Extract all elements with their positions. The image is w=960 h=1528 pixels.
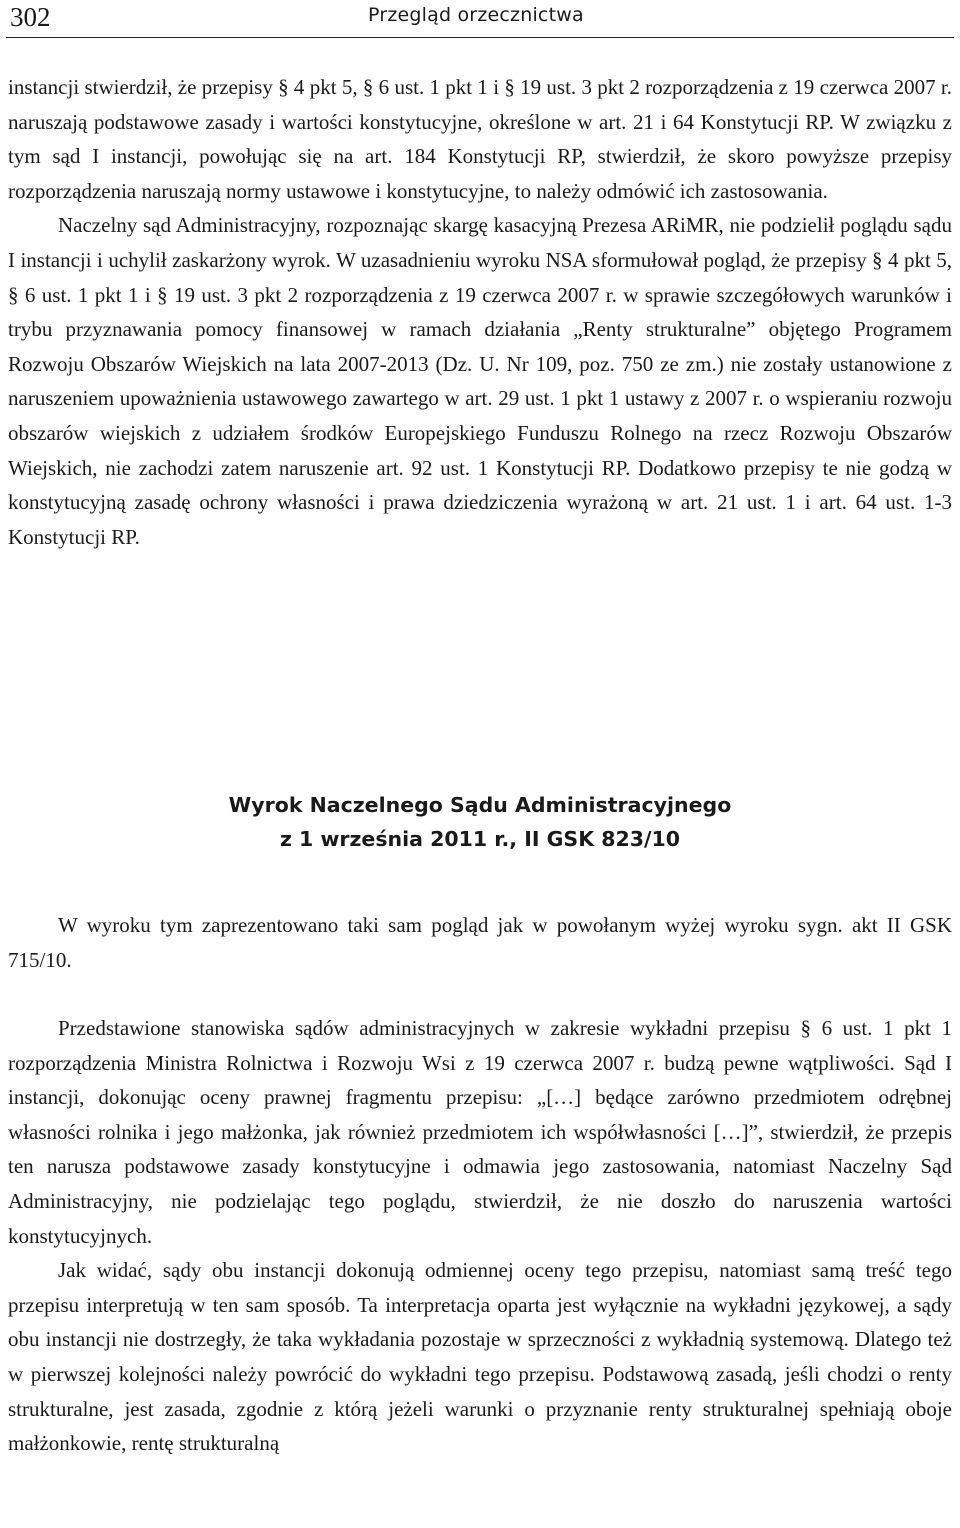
paragraph: Przedstawione stanowiska sądów administracyjnych w zakresie wykładni przepisu § 6 ust. 1 pkt 1 rozporządzenia Ministra Rolnictwa i Rozwoju Wsi z 19 czerwca 2007 r. budzą pewne wątpliwości. Sąd I instancji, dokonując oceny prawnej fragmentu przepisu: „[…] będące zarówno przedmiotem odrębnej własności rolnika i jego małżonka, jak również przedmiotem ich współwłasności […]”, stwierdził, że przepis ten narusza podstawowe zasady konstytucyjne i odmawia jego zastosowania, natomiast Naczelny Sąd Administracyjny, nie podzielając tego poglądu, stwierdził, że nie doszło do naruszenia wartości konstytucyjnych. bbox=[8, 1016, 952, 1248]
running-header bbox=[6, 0, 954, 38]
paragraph: Jak widać, sądy obu instancji dokonują odmiennej oceny tego przepisu, natomiast samą treść tego przepisu interpretują w ten sam sposób. Ta interpretacja oparta jest wyłącznie na wykładni językowej, a sądy obu instancji nie dostrzegły, że taka wykładania pozostaje w sprzeczności z wykładnią systemową. Dlatego też w pierwszej kolejności należy powrócić do wykładni tego przepisu. Podstawową zasadą, jeśli chodzi o renty strukturalne, jest zasada, zgodnie z którą jeżeli warunki o przyznanie renty strukturalnej spełniają oboje małżonkowie, rentę strukturalną bbox=[8, 1258, 952, 1456]
judgment-heading-title: Wyrok Naczelnego Sądu Administracyjnego bbox=[228, 793, 732, 817]
judgment-heading-date: z 1 września 2011 r., II GSK 823/10 bbox=[279, 827, 681, 851]
paragraph: Naczelny sąd Administracyjny, rozpoznając skargę kasacyjną Prezesa ARiMR, nie podzielił poglądu sądu I instancji i uchylił zaskarżony wyrok. W uzasadnieniu wyroku NSA sformułował pogląd, że przepisy § 4 pkt 5, § 6 ust. 1 pkt 1 i § 19 ust. 3 pkt 2 rozporządzenia z 19 czerwca 2007 r. w sprawie szczegółowych warunków i trybu przyznawania pomocy finansowej w ramach działania „Renty strukturalne” objętego Programem Rozwoju Obszarów Wiejskich na lata 2007-2013 (Dz. U. Nr 109, poz. 750 ze zm.) nie zostały ustanowione z naruszeniem upoważnienia ustawowego zawartego w art. 29 ust. 1 pkt 1 ustawy z 2007 r. o wspieraniu rozwoju obszarów wiejskich z udziałem środków Europejskiego Funduszu Rolnego na rzecz Rozwoju Obszarów Wiejskich, nie zachodzi zatem naruszenie art. 92 ust. 1 Konstytucji RP. Dodatkowo przepisy te nie godzą w konstytucyjną zasadę ochrony własności i prawa dziedziczenia wyrażoną w art. 21 ust. 1 i art. 64 ust. 1-3 Konstytucji RP. bbox=[8, 213, 952, 549]
text-block-upper bbox=[8, 70, 952, 554]
judgment-heading bbox=[0, 788, 960, 856]
text-block-middle bbox=[8, 908, 952, 977]
paragraph: instancji stwierdził, że przepisy § 4 pkt 5, § 6 ust. 1 pkt 1 i § 19 ust. 3 pkt 2 rozporządzenia z 19 czerwca 2007 r. naruszają podstawowe zasady i wartości konstytucyjne, określone w art. 21 i 64 Konstytucji RP. W związku z tym sąd I instancji, powołując się na art. 184 Konstytucji RP, stwierdził, że skoro powyższe przepisy rozporządzenia naruszają normy ustawowe i konstytucyjne, to należy odmówić ich zastosowania. bbox=[8, 75, 952, 203]
page-number: 302 bbox=[10, 2, 51, 32]
paragraph: W wyroku tym zaprezentowano taki sam pogląd jak w powołanym wyżej wyroku sygn. akt II GSK 715/10. bbox=[8, 913, 952, 972]
journal-title: Przegląd orzecznictwa bbox=[368, 4, 584, 26]
text-block-lower bbox=[8, 1011, 952, 1461]
